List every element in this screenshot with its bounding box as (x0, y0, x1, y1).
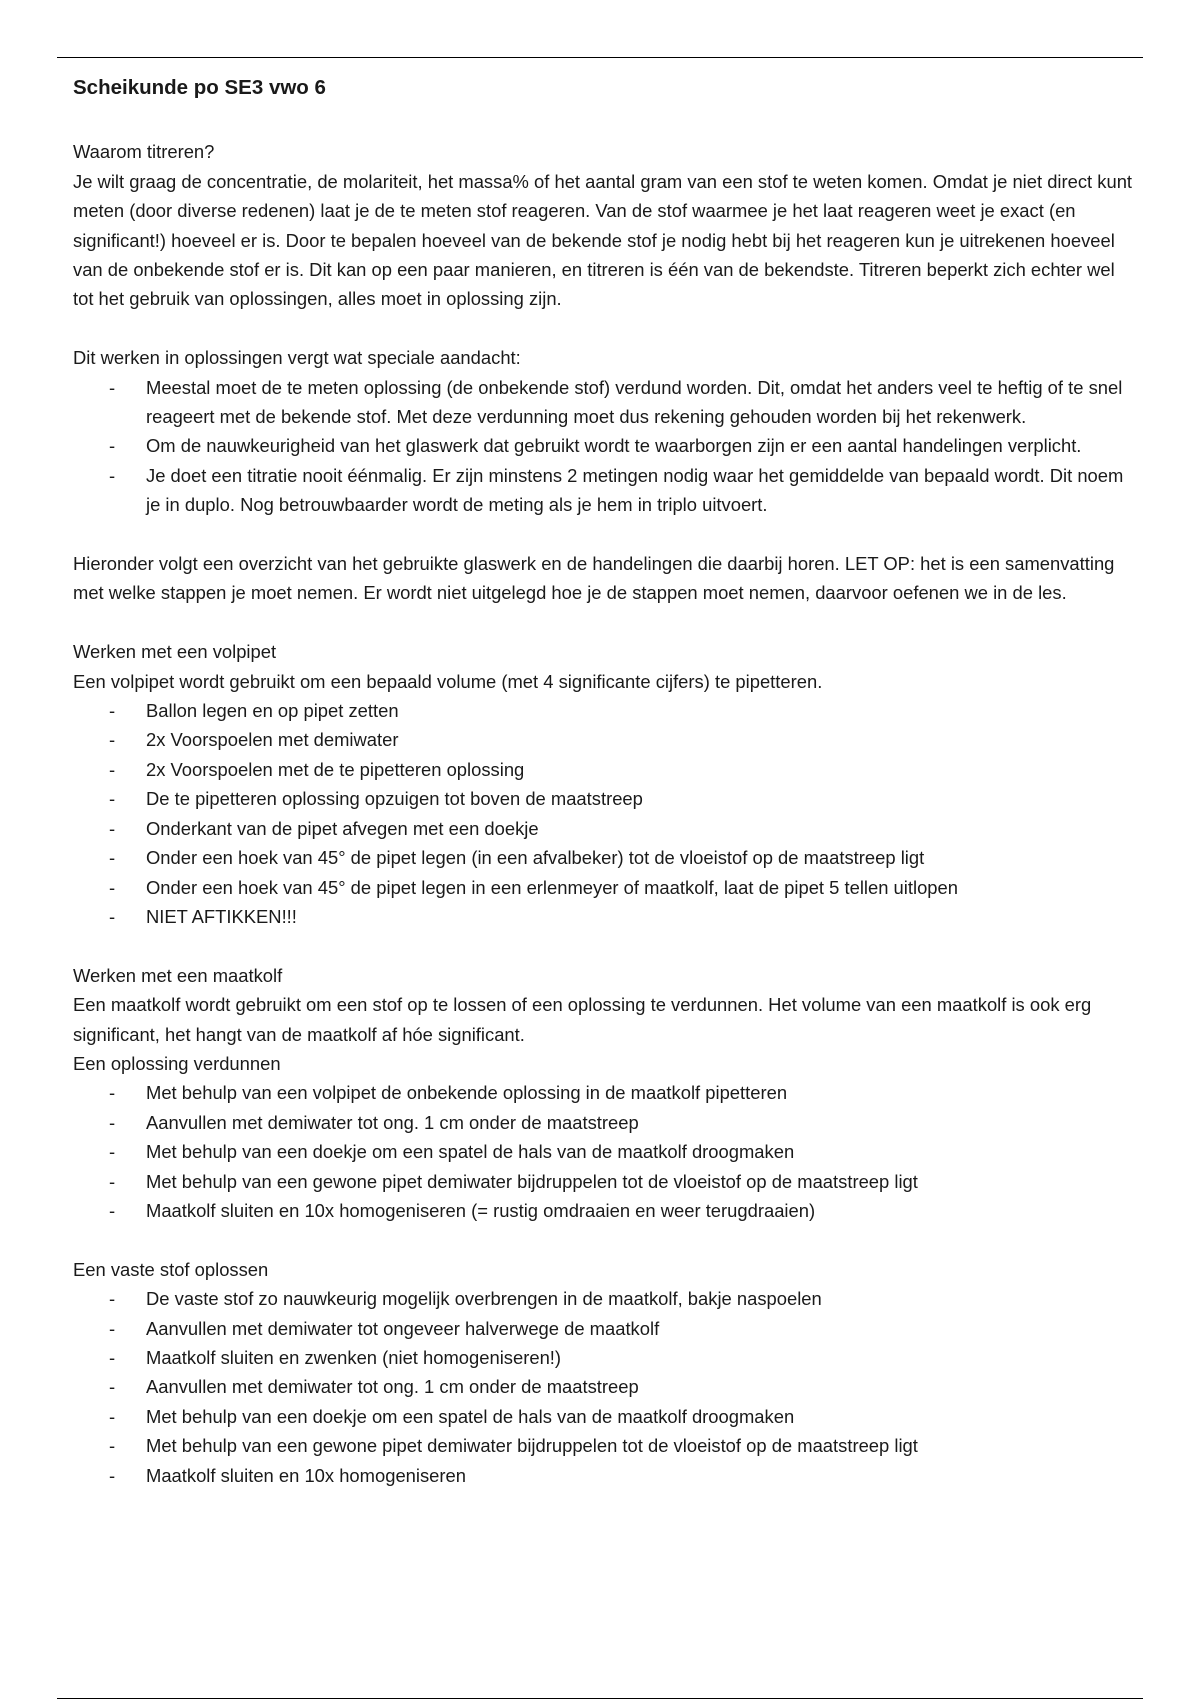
list-item: - Maatkolf sluiten en 10x homogeniseren (= rustig omdraaien en weer terugdraaien) (73, 1196, 1133, 1225)
overview-paragraph: Hieronder volgt een overzicht van het gebruikte glaswerk en de handelingen die daarbij horen. LET OP: het is een samenvatting met welke stappen je moet nemen. Er wordt niet uitgelegd hoe je de stappen moet nemen, daarvoor oefenen we in de les. (73, 553, 1115, 604)
list-item: - Meestal moet de te meten oplossing (de onbekende stof) verdund worden. Dit, omdat het anders veel te heftig of te snel reageert met de bekende stof. Met deze verdunning moet dus rekening gehouden worden bij het rekenwerk. (73, 373, 1133, 432)
list-item: - Aanvullen met demiwater tot ong. 1 cm onder de maatstreep (73, 1108, 1133, 1137)
list-item: - Met behulp van een gewone pipet demiwater bijdruppelen tot de vloeistof op de maatstreep ligt (73, 1167, 1133, 1196)
intro-paragraph: Je wilt graag de concentratie, de molariteit, het massa% of het aantal gram van een stof te weten komen. Omdat je niet direct kunt meten (door diverse redenen) laat je de te meten stof reageren. Van de stof waarmee je het laat reageren weet je exact (en significant!) hoeveel er is. Door te bepalen hoeveel van de bekende stof je nodig hebt bij het reageren kun je uitrekenen hoeveel van de onbekende stof er is. Dit kan op een paar manieren, en titreren is één van de bekendste. Titreren beperkt zich echter wel tot het gebruik van oplossingen, alles moet in oplossing zijn. (73, 170, 1133, 310)
list-item: - Onder een hoek van 45° de pipet legen (in een afvalbeker) tot de vloeistof op de maatstreep ligt (73, 843, 1133, 872)
list-item: - Maatkolf sluiten en 10x homogeniseren (73, 1461, 1133, 1490)
list-item: - Onder een hoek van 45° de pipet legen in een erlenmeyer of maatkolf, laat de pipet 5 tellen uitlopen (73, 873, 1133, 902)
spacer (73, 1225, 1133, 1254)
list-item: - Ballon legen en op pipet zetten (73, 696, 1133, 725)
dilute-steps (73, 1078, 1133, 1225)
list-item: - De vaste stof zo nauwkeurig mogelijk overbrengen in de maatkolf, bakje naspoelen (73, 1284, 1133, 1313)
spacer (73, 608, 1133, 637)
list-item: - 2x Voorspoelen met de te pipetteren oplossing (73, 755, 1133, 784)
dilute-heading: Een oplossing verdunnen (73, 1052, 281, 1074)
list-item: - Om de nauwkeurigheid van het glaswerk dat gebruikt wordt te waarborgen zijn er een aantal handelingen verplicht. (73, 431, 1133, 460)
solutions-intro: Dit werken in oplossingen vergt wat speciale aandacht: (73, 347, 521, 369)
intro-heading: Waarom titreren? (73, 141, 215, 163)
list-item: - Aanvullen met demiwater tot ongeveer halverwege de maatkolf (73, 1314, 1133, 1343)
volpipet-steps (73, 696, 1133, 931)
document-title: Scheikunde po SE3 vwo 6 (73, 76, 326, 99)
volpipet-heading: Werken met een volpipet (73, 641, 277, 663)
spacer (73, 931, 1133, 960)
footer-rule (57, 1698, 1143, 1699)
list-item: - Je doet een titratie nooit éénmalig. Er zijn minstens 2 metingen nodig waar het gemiddelde van bepaald wordt. Dit noem je in duplo. Nog betrouwbaarder wordt de meting als je hem in triplo uitvoert. (73, 461, 1133, 520)
list-item: - De te pipetteren oplossing opzuigen tot boven de maatstreep (73, 784, 1133, 813)
dissolve-steps (73, 1284, 1133, 1490)
spacer (73, 314, 1133, 343)
list-item: - NIET AFTIKKEN!!! (73, 902, 1133, 931)
maatkolf-intro: Een maatkolf wordt gebruikt om een stof op te lossen of een oplossing te verdunnen. Het volume van een maatkolf is ook erg significant, het hangt van de maatkolf af hóe significant. (73, 994, 1092, 1045)
list-item: - 2x Voorspoelen met demiwater (73, 725, 1133, 754)
list-item: - Onderkant van de pipet afvegen met een doekje (73, 814, 1133, 843)
list-item: - Met behulp van een doekje om een spatel de hals van de maatkolf droogmaken (73, 1137, 1133, 1166)
list-item: - Met behulp van een doekje om een spatel de hals van de maatkolf droogmaken (73, 1402, 1133, 1431)
list-item: - Met behulp van een gewone pipet demiwater bijdruppelen tot de vloeistof op de maatstreep ligt (73, 1431, 1133, 1460)
header-rule (57, 57, 1143, 58)
spacer (73, 520, 1133, 549)
spacer (73, 108, 1133, 137)
volpipet-intro: Een volpipet wordt gebruikt om een bepaald volume (met 4 significante cijfers) te pipetteren. (73, 670, 823, 692)
solutions-list (73, 373, 1133, 520)
list-item: - Maatkolf sluiten en zwenken (niet homogeniseren!) (73, 1343, 1133, 1372)
maatkolf-heading: Werken met een maatkolf (73, 964, 283, 986)
list-item: - Aanvullen met demiwater tot ong. 1 cm onder de maatstreep (73, 1372, 1133, 1401)
dissolve-heading: Een vaste stof oplossen (73, 1258, 269, 1280)
list-item: - Met behulp van een volpipet de onbekende oplossing in de maatkolf pipetteren (73, 1078, 1133, 1107)
document-page (73, 68, 1133, 1490)
